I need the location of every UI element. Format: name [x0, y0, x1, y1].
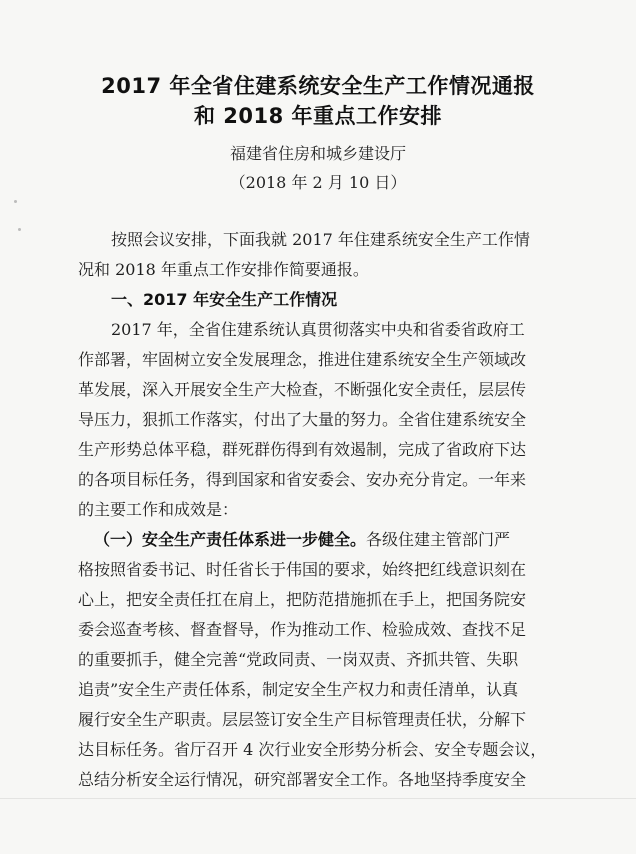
- paragraph-line: 的各项目标任务，得到国家和省安委会、安办充分肯定。一年来: [78, 470, 527, 489]
- paragraph-line: 委会巡查考核、督查督导，作为推动工作、检验成效、查找不足: [78, 620, 527, 639]
- paragraph-line: 心上，把安全责任扛在肩上，把防范措施抓在手上，把国务院安: [78, 590, 527, 609]
- section-heading: 一、2017 年安全生产工作情况: [111, 290, 338, 309]
- paragraph-line: 生产形势总体平稳，群死群伤得到有效遏制，完成了省政府下达: [78, 440, 527, 459]
- scan-speck: [14, 200, 17, 203]
- subsection-heading: （一）安全生产责任体系进一步健全。: [94, 530, 367, 549]
- paragraph-line: 的主要工作和成效是：: [78, 500, 239, 519]
- paragraph-line: 追责”安全生产责任体系，制定安全生产权力和责任清单，认真: [78, 680, 519, 699]
- paragraph-line: 按照会议安排，下面我就 2017 年住建系统安全生产工作情: [111, 230, 530, 249]
- paragraph-line: 导压力，狠抓工作落实，付出了大量的努力。全省住建系统安全: [78, 410, 527, 429]
- document-title-line-1: 2017 年全省住建系统安全生产工作情况通报: [101, 74, 535, 98]
- paragraph-line: 况和 2018 年重点工作安排作简要通报。: [78, 260, 369, 279]
- paragraph-line: 作部署，牢固树立安全发展理念，推进住建系统安全生产领域改: [78, 350, 527, 369]
- paragraph-line-with-lead: [94, 530, 510, 550]
- paragraph-line: 总结分析安全运行情况，研究部署安全工作。各地坚持季度安全: [78, 770, 527, 789]
- page-divider: [0, 798, 636, 799]
- issuing-organization: 福建省住房和城乡建设厅: [229, 144, 406, 163]
- paragraph-line: 革发展，深入开展安全生产大检查，不断强化安全责任，层层传: [78, 380, 527, 399]
- document-title-line-2: 和 2018 年重点工作安排: [193, 104, 443, 128]
- document-date: （2018 年 2 月 10 日）: [229, 173, 407, 192]
- paragraph-text: 各级住建主管部门严: [366, 530, 511, 549]
- paragraph-line: 履行安全生产职责。层层签订安全生产目标管理责任状，分解下: [78, 710, 527, 729]
- scan-speck: [18, 228, 21, 231]
- paragraph-line: 达目标任务。省厅召开 4 次行业安全形势分析会、安全专题会议，: [78, 740, 547, 759]
- paragraph-line: 的重要抓手，健全完善“党政同责、一岗双责、齐抓共管、失职: [78, 650, 519, 669]
- paragraph-line: 2017 年，全省住建系统认真贯彻落实中央和省委省政府工: [111, 320, 525, 339]
- paragraph-line: 格按照省委书记、时任省长于伟国的要求，始终把红线意识刻在: [78, 560, 527, 579]
